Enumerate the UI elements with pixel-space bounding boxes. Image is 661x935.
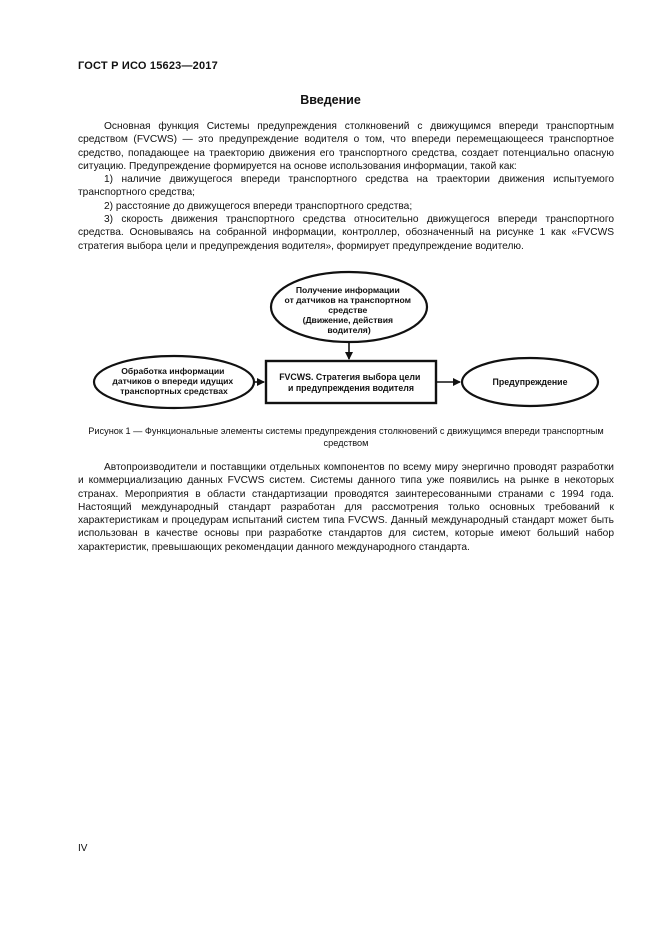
fvcws-strategy-label [279, 372, 423, 393]
sensor-input-line: средстве [328, 305, 368, 315]
intro-paragraph: Основная функция Системы предупреждения столкновений с движущимся впереди транспортным средством (FVCWS) — это предупреждение водителя о том, что впереди перемещающееся транспортное средство, попадающее на траекторию движения его транспортного средства, создает потенциально опасную ситуацию. Предупреждение формируется на основе использования информации, такой как: [78, 121, 614, 172]
outro-text [78, 461, 614, 554]
sensor-input-line: (Движение, действия [302, 315, 394, 325]
fvcws-strategy-node [266, 361, 436, 403]
intro-list-item: 2) расстояние до движущегося впереди транспортного средства; [104, 200, 413, 212]
sensor-processing-line: Обработка информации [121, 366, 225, 376]
sensor-processing-line: датчиков о впереди идущих [112, 376, 234, 386]
outro-paragraph: Автопроизводители и поставщики отдельных компонентов по всему миру энергично проводят разработки и коммерциализацию данных FVCWS систем. Системы данного типа уже появились на рынке в некоторых странах. Мероприятия в области стандартизации проводятся заинтересованными странами с 1994 года. Настоящий международный стандарт разработан для рассмотрения только основных требований к характеристикам и процедурам испытаний систем типа FVCWS. Данный международный стандарт может быть использован в качестве основы при разработке стандартов для систем, которые имеют больший набор характеристик, превышающих рекомендации данного международного стандарта. [78, 462, 614, 553]
intro-list-item: 1) наличие движущегося впереди транспортного средства на траектории движения испытуемого транспортного средства; [78, 174, 614, 199]
fvcws-strategy-line: FVCWS. Стратегия выбора цели [279, 372, 421, 382]
intro-list-item: 3) скорость движения транспортного средства относительно движущегося впереди транспортного средства. Основываясь на собранной информации, контроллер, обозначенный на рисунке 1 как «FVCWS стратегия выбора цели и предупреждения водителя», формирует предупреждение водителю. [78, 214, 614, 252]
section-title: Введение [300, 93, 361, 107]
page-number: IV [78, 843, 88, 854]
functional-diagram [0, 270, 661, 420]
sensor-input-line: водителя) [327, 325, 371, 335]
sensor-input-line: от датчиков на транспортном [284, 295, 412, 305]
sensor-processing-label [112, 366, 235, 396]
sensor-input-line: Получение информации [295, 285, 400, 295]
sensor-processing-line: транспортных средствах [120, 386, 228, 396]
fvcws-strategy-line: и предупреждения водителя [288, 383, 414, 393]
standard-header: ГОСТ Р ИСО 15623—2017 [78, 60, 218, 72]
figure-caption: Рисунок 1 — Функциональные элементы системы предупреждения столкновений с движущимся впереди транспортным средством [88, 426, 604, 448]
intro-text [78, 120, 614, 253]
warning-output-line: Предупреждение [492, 377, 568, 387]
warning-output-label [493, 377, 568, 387]
